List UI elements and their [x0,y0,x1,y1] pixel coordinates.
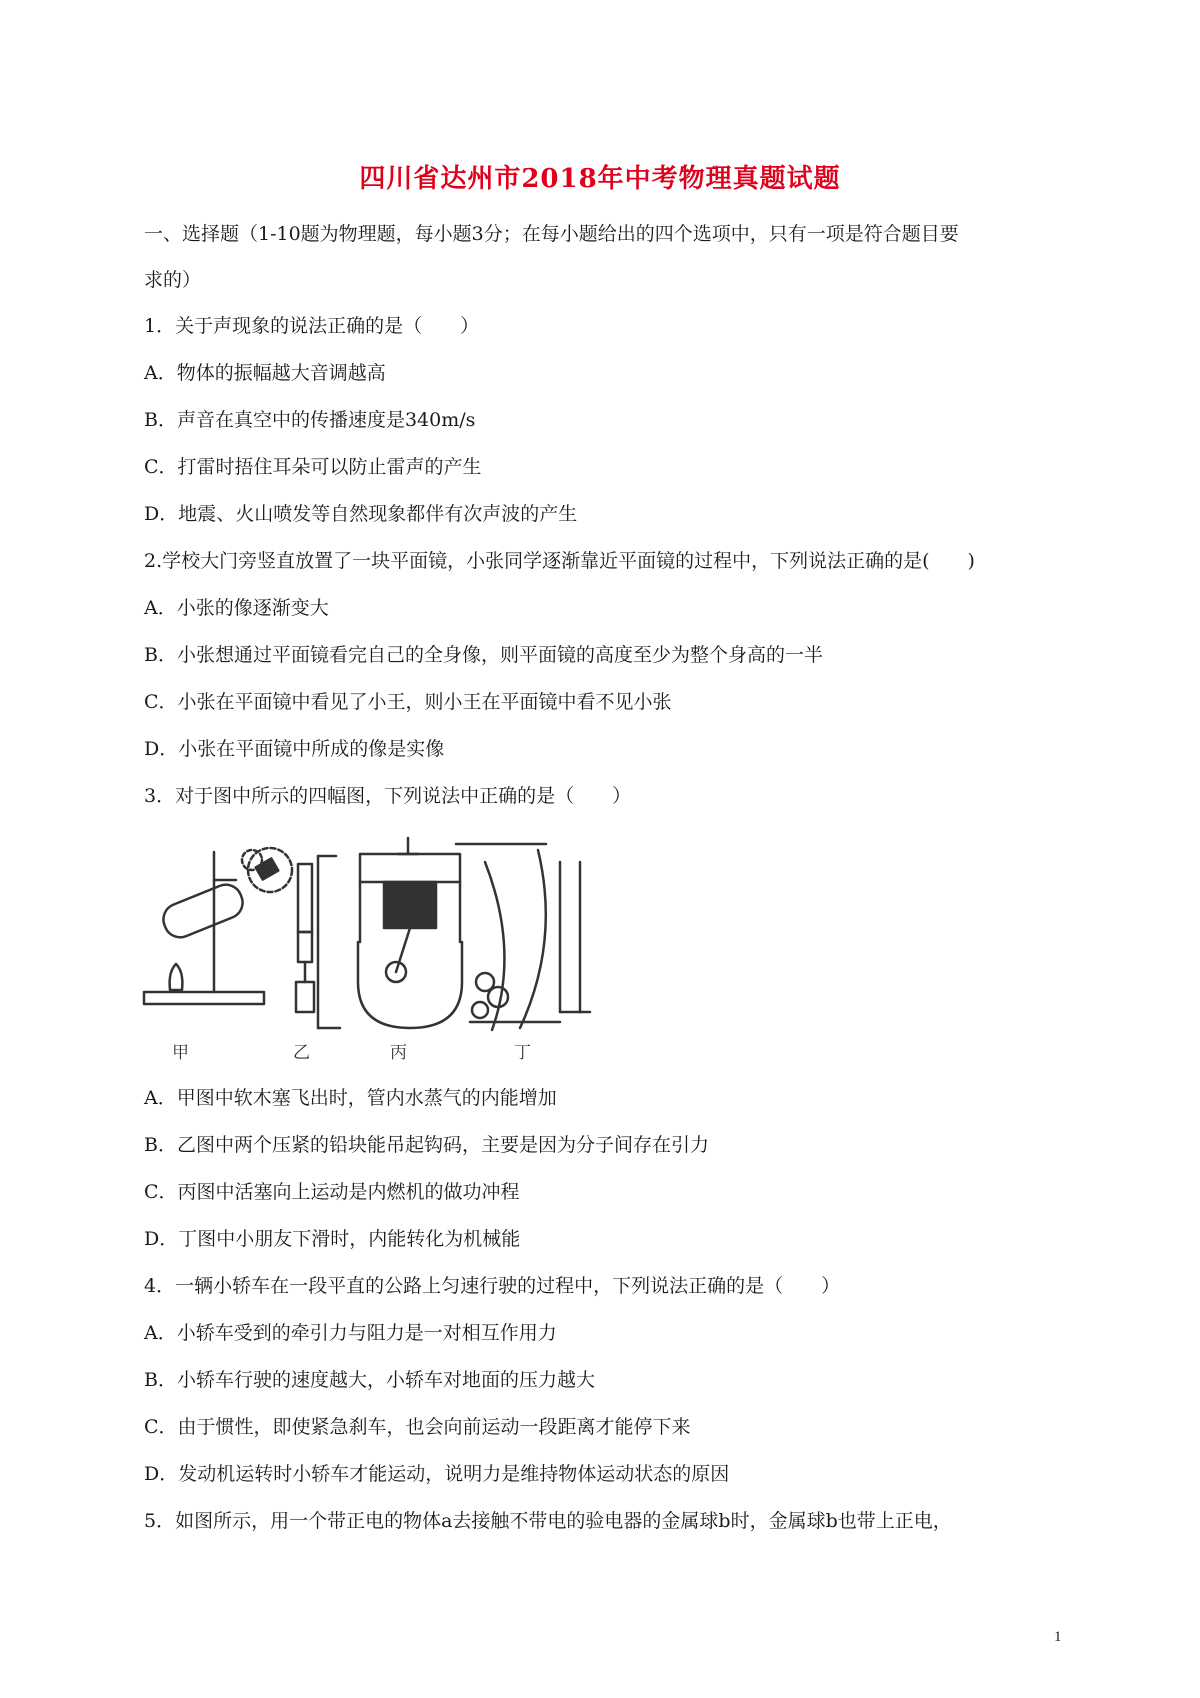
question-4-option-a: A．小轿车受到的牵引力与阻力是一对相互作用力 [144,1322,557,1344]
question-1-option-b: B．声音在真空中的传播速度是340m/s [144,409,476,431]
figure-yi-lead-blocks [296,856,340,1028]
section-heading-cont: 求的） [144,269,202,291]
question-3-stem: 3．对于图中所示的四幅图，下列说法中正确的是（ ） [144,785,632,807]
figure-label-bing: 丙 [390,1043,407,1063]
question-3-figures [140,832,640,1072]
question-1-option-a: A．物体的振幅越大音调越高 [144,362,386,384]
question-2-option-d: D．小张在平面镜中所成的像是实像 [144,738,445,760]
figure-ding-slide [456,844,590,1030]
question-2-option-b: B．小张想通过平面镜看完自己的全身像，则平面镜的高度至少为整个身高的一半 [144,644,823,666]
figure-bing-engine [358,838,462,1028]
question-3-option-b: B．乙图中两个压紧的铅块能吊起钩码，主要是因为分子间存在引力 [144,1134,709,1156]
question-1-option-c: C．打雷时捂住耳朵可以防止雷声的产生 [144,456,482,478]
question-3-option-d: D．丁图中小朋友下滑时，内能转化为机械能 [144,1228,521,1250]
question-2-option-a: A．小张的像逐渐变大 [144,597,329,619]
figure-illustrations [140,832,640,1032]
question-4-option-d: D．发动机运转时小轿车才能运动，说明力是维持物体运动状态的原因 [144,1463,730,1485]
figure-label-jia: 甲 [172,1043,189,1063]
question-1-stem: 1．关于声现象的说法正确的是（ ） [144,315,480,337]
question-5-stem: 5．如图所示，用一个带正电的物体a去接触不带电的验电器的金属球b时，金属球b也带上正电， [144,1510,952,1532]
question-4-option-b: B．小轿车行驶的速度越大，小轿车对地面的压力越大 [144,1369,595,1391]
question-2-stem: 2.学校大门旁竖直放置了一块平面镜，小张同学逐渐靠近平面镜的过程中，下列说法正确的是( ) [144,550,975,572]
figure-label-yi: 乙 [293,1043,310,1063]
page-number: 1 [1054,1629,1062,1645]
figure-label-ding: 丁 [514,1043,531,1063]
question-4-stem: 4．一辆小轿车在一段平直的公路上匀速行驶的过程中，下列说法正确的是（ ） [144,1275,841,1297]
page-title: 四川省达州市2018年中考物理真题试题 [359,164,841,194]
question-4-option-c: C．由于惯性，即使紧急刹车，也会向前运动一段距离才能停下来 [144,1416,691,1438]
question-1-option-d: D．地震、火山喷发等自然现象都伴有次声波的产生 [144,503,578,525]
figure-jia-test-tube [144,848,292,1004]
section-heading: 一、选择题（1-10题为物理题，每小题3分；在每小题给出的四个选项中，只有一项是符合题目要 [144,223,959,245]
question-3-option-c: C．丙图中活塞向上运动是内燃机的做功冲程 [144,1181,520,1203]
question-3-option-a: A．甲图中软木塞飞出时，管内水蒸气的内能增加 [144,1087,557,1109]
question-2-option-c: C．小张在平面镜中看见了小王，则小王在平面镜中看不见小张 [144,691,672,713]
